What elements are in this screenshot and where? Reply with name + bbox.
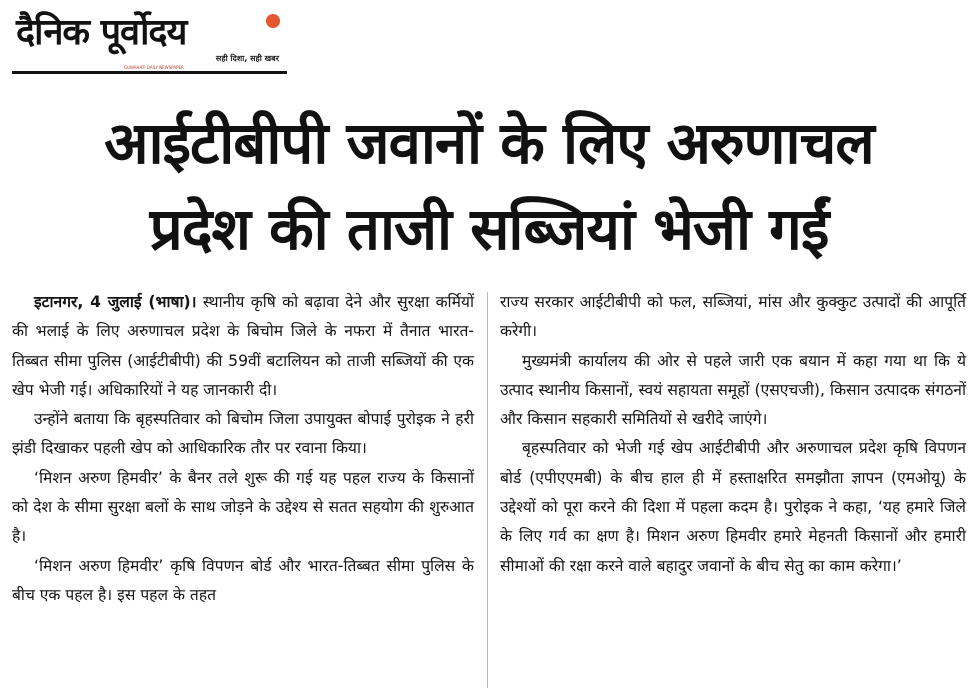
logo-smallprint: GUWAHATI DAILY NEWSPAPER <box>124 65 184 70</box>
headline-line-1: आईटीबीपी जवानों के लिए अरुणाचल <box>104 109 874 177</box>
newspaper-tagline: सही दिशा, सही खबर <box>215 54 279 63</box>
article-paragraph: बृहस्पतिवार को भेजी गई खेप आईटीबीपी और अरुणाचल प्रदेश कृषि विपणन बोर्ड (एपीएएमबी) के बीच हाल ही में हस्ताक्षरित समझौता ज्ञापन (एमओयू) के उद्देश्यों को पूरा करने की दिशा में पहला कदम है। पुरोइक ने कहा, ‘यह हमारे जिले के लिए गर्व का क्षण है। मिशन अरुण हिमवीर हमारे मेहनती किसानों और हमारी सीमाओं की रक्षा करने वाले बहादुर जवानों के बीच सेतु का काम करेगा।’ <box>500 439 966 575</box>
column-divider <box>487 292 488 688</box>
masthead-rule <box>12 71 287 74</box>
article-paragraph: राज्य सरकार आईटीबीपी को फल, सब्जियां, मांस और कुक्कुट उत्पादों की आपूर्ति करेगी। <box>500 293 966 341</box>
headline-line-2: प्रदेश की ताजी सब्जियां भेजी गईं <box>149 195 829 263</box>
masthead <box>12 8 287 74</box>
article-paragraph: मुख्यमंत्री कार्यालय की ओर से पहले जारी एक बयान में कहा गया था कि ये उत्पाद स्थानीय किसानों, स्वयं सहायता समूहों (एसएचजी), किसान उत्पादक संगठनों और किसान सहकारी समितियों से खरीदे जाएंगे। <box>500 351 966 429</box>
article-paragraph: उन्होंने बताया कि बृहस्पतिवार को बिचोम जिला उपायुक्त बोपाई पुरोइक ने हरी झंडी दिखाकर पहली खेप को आधिकारिक तौर पर रवाना किया। <box>12 410 474 458</box>
dateline: इटानगर, 4 जुलाई (भाषा)। <box>34 293 197 311</box>
article-headline <box>0 100 978 272</box>
logo-dot-icon <box>266 14 280 28</box>
newspaper-logo: दैनिक पूर्वोदय <box>16 12 187 53</box>
article-paragraph: ‘मिशन अरुण हिमवीर’ कृषि विपणन बोर्ड और भारत-तिब्बत सीमा पुलिस के बीच एक पहल है। इस पहल के तहत <box>12 556 474 604</box>
article-paragraph: ‘मिशन अरुण हिमवीर’ के बैनर तले शुरू की गई यह पहल राज्य के किसानों को देश के सीमा सुरक्षा बलों के साथ जोड़ने के उद्देश्य से सतत सहयोग की शुरुआत है। <box>12 468 474 546</box>
paragraph-text: स्थानीय कृषि को बढ़ावा देने और सुरक्षा कर्मियों की भलाई के लिए अरुणाचल प्रदेश के बिचोम जिले के नफरा में तैनात भारत-तिब्बत सीमा पुलिस (आईटीबीपी) की 59वीं बटालियन को ताजी सब्जियों की एक खेप भेजी गई। अधिकारियों ने यह जानकारी दी। <box>12 293 474 399</box>
article-column-right <box>500 288 966 581</box>
article-column-left <box>12 288 474 610</box>
article-paragraph <box>12 288 474 405</box>
